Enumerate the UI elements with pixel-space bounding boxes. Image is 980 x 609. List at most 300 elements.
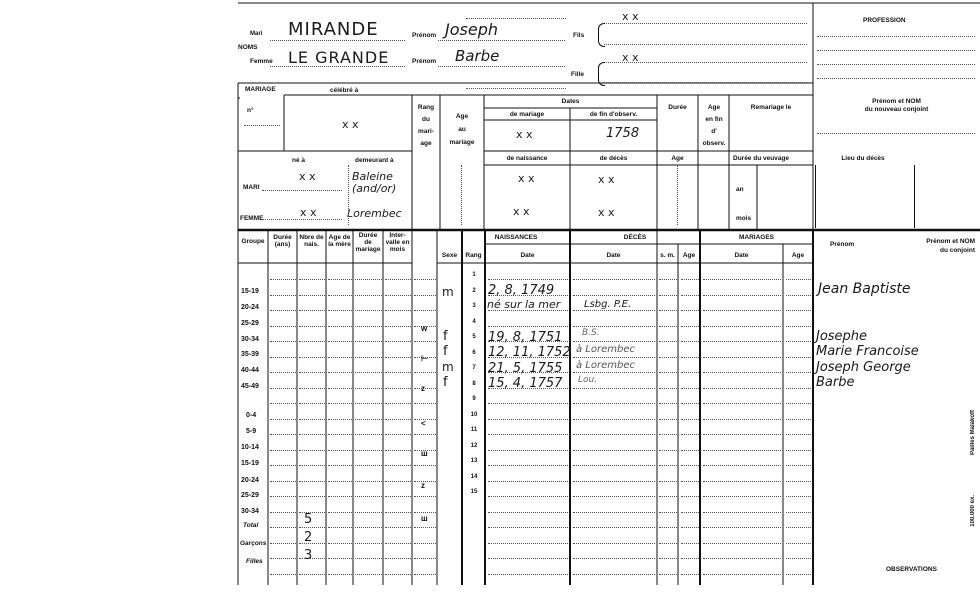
row-line bbox=[385, 543, 411, 544]
row-line bbox=[385, 558, 411, 559]
row-line bbox=[385, 326, 411, 327]
fils-line-1 bbox=[604, 23, 807, 24]
row-line bbox=[414, 574, 436, 575]
profession-line-1 bbox=[817, 36, 975, 37]
row-line bbox=[385, 527, 411, 528]
rang-header: Rang bbox=[465, 252, 482, 259]
mari-firstname-line bbox=[438, 40, 565, 41]
row-line bbox=[270, 279, 296, 280]
groupe-top-1: 20-24 bbox=[241, 304, 259, 311]
femme-firstname-line bbox=[438, 66, 565, 67]
row-line bbox=[385, 357, 411, 358]
row-line bbox=[681, 419, 699, 420]
observations-label: OBSERVATIONS bbox=[886, 566, 937, 573]
child-5-deces: B.S. bbox=[582, 328, 600, 338]
row-line bbox=[270, 558, 296, 559]
child-5-prenom: Josephe bbox=[816, 329, 868, 344]
groupe-bottom-3: 15-19 bbox=[241, 460, 259, 467]
row-line bbox=[659, 481, 677, 482]
row-line bbox=[414, 543, 436, 544]
deces-age-header: Age bbox=[682, 252, 696, 259]
row-line bbox=[270, 403, 296, 404]
child-6-prenom: Marie Francoise bbox=[816, 344, 919, 359]
rang-number-11: 11 bbox=[470, 427, 478, 433]
enfants-letter-0: w bbox=[421, 324, 428, 333]
row-line bbox=[703, 279, 781, 280]
mariage-date-header: Date bbox=[734, 252, 749, 259]
profession-line-2 bbox=[817, 50, 975, 51]
row-line bbox=[299, 279, 325, 280]
de-naissance-label: de naissance bbox=[506, 155, 548, 162]
filles-value: 3 bbox=[304, 548, 313, 563]
row-line bbox=[659, 403, 677, 404]
row-line bbox=[488, 326, 568, 327]
row-line bbox=[414, 403, 436, 404]
nbre-naiss-header: Nbre de nais. bbox=[299, 234, 324, 248]
row-line bbox=[385, 496, 411, 497]
row-line bbox=[385, 434, 411, 435]
groupe-header: Groupe bbox=[241, 238, 265, 245]
groupe-top-2: 25-29 bbox=[241, 320, 259, 327]
row-line bbox=[703, 341, 781, 342]
row-line bbox=[328, 574, 352, 575]
row-line bbox=[488, 512, 568, 513]
row-line bbox=[270, 450, 296, 451]
row-line bbox=[385, 481, 411, 482]
row-line bbox=[703, 450, 781, 451]
child-8-prenom: Barbe bbox=[816, 375, 855, 390]
femme-surname: LE GRANDE bbox=[288, 48, 390, 67]
row-line bbox=[681, 326, 699, 327]
mari-firstname: Joseph bbox=[445, 20, 498, 39]
lieu-deces-label: Lieu du décès bbox=[841, 155, 885, 162]
row-line bbox=[270, 326, 296, 327]
row-line bbox=[355, 295, 382, 296]
enfants-letter-5: z bbox=[421, 481, 425, 490]
row-line bbox=[703, 527, 781, 528]
femme-ne-a-value: x x bbox=[300, 206, 317, 219]
row-line bbox=[488, 481, 568, 482]
garcons-label: Garçons bbox=[240, 540, 267, 547]
copies-text: 100.000 ex. bbox=[970, 495, 976, 527]
demeurant-divider bbox=[348, 165, 350, 225]
profession-label: PROFESSION bbox=[863, 17, 906, 24]
row-line bbox=[328, 341, 352, 342]
row-line bbox=[414, 295, 436, 296]
child-8-deces: Lou. bbox=[578, 375, 598, 385]
sm-header: s. m. bbox=[660, 252, 675, 259]
femme-firstname: Barbe bbox=[455, 47, 500, 65]
lieu-deces-box bbox=[815, 165, 915, 228]
child-7-naissance: 21, 5, 1755 bbox=[488, 361, 563, 376]
row-line bbox=[355, 574, 382, 575]
profession-line-4 bbox=[817, 78, 975, 79]
row-line bbox=[573, 496, 655, 497]
row-line bbox=[299, 341, 325, 342]
nouveau-conjoint-line bbox=[817, 133, 975, 134]
row-line bbox=[573, 450, 655, 451]
rang-number-8: 8 bbox=[472, 380, 476, 387]
row-line bbox=[681, 496, 699, 497]
row-line bbox=[488, 543, 568, 544]
row-line bbox=[270, 310, 296, 311]
mariage-age-header: Age bbox=[791, 252, 805, 259]
fils-label: Fils bbox=[573, 32, 585, 39]
rang-number-14: 14 bbox=[470, 473, 478, 480]
age-fin-observ-label: Age en fin d' observ. bbox=[702, 104, 726, 147]
row-line bbox=[328, 310, 352, 311]
row-line bbox=[270, 512, 296, 513]
no-label: n° bbox=[247, 107, 254, 114]
row-line bbox=[573, 341, 655, 342]
row-line bbox=[703, 481, 781, 482]
row-line bbox=[786, 372, 811, 373]
groupe-bottom-1: 5-9 bbox=[246, 428, 257, 435]
row-line bbox=[385, 341, 411, 342]
row-line bbox=[573, 465, 655, 466]
row-line bbox=[573, 481, 655, 482]
row-line bbox=[659, 512, 677, 513]
row-line bbox=[488, 465, 568, 466]
row-line bbox=[488, 558, 568, 559]
row-line bbox=[414, 465, 436, 466]
row-line bbox=[659, 310, 677, 311]
row-line bbox=[573, 388, 655, 389]
row-line bbox=[299, 326, 325, 327]
fils-value: x x bbox=[622, 10, 639, 23]
row-line bbox=[355, 512, 382, 513]
row-line bbox=[786, 388, 811, 389]
row-line bbox=[355, 279, 382, 280]
row-line bbox=[270, 419, 296, 420]
row-line bbox=[270, 372, 296, 373]
row-line bbox=[681, 403, 699, 404]
nouveau-conjoint-label: Prénom et NOM du nouveau conjoint bbox=[864, 98, 929, 113]
row-line bbox=[355, 558, 382, 559]
row-line bbox=[573, 543, 655, 544]
row-line bbox=[414, 558, 436, 559]
row-line bbox=[270, 357, 296, 358]
row-line bbox=[786, 481, 811, 482]
naissances-header: NAISSANCES bbox=[494, 234, 538, 241]
row-line bbox=[659, 326, 677, 327]
row-line bbox=[328, 403, 352, 404]
row-line bbox=[270, 465, 296, 466]
row-line bbox=[270, 574, 296, 575]
row-line bbox=[573, 512, 655, 513]
row-line bbox=[299, 574, 325, 575]
row-line bbox=[355, 357, 382, 358]
row-line bbox=[299, 295, 325, 296]
child-7-sexe: m bbox=[442, 360, 454, 374]
rang-number-4: 4 bbox=[472, 318, 476, 325]
groupe-bottom-2: 10-14 bbox=[241, 444, 259, 451]
row-line bbox=[328, 434, 352, 435]
row-line bbox=[328, 527, 352, 528]
row-line bbox=[786, 574, 811, 575]
enfants-letter-4: ш bbox=[421, 449, 428, 458]
enfants-letter-6: ш bbox=[421, 514, 428, 523]
row-line bbox=[681, 295, 699, 296]
row-line bbox=[488, 419, 568, 420]
row-line bbox=[355, 481, 382, 482]
row-line bbox=[786, 450, 811, 451]
child-3-deces: Lsbg. P.E. bbox=[584, 299, 632, 310]
row-line bbox=[681, 372, 699, 373]
row-line bbox=[681, 279, 699, 280]
groupe-bottom-6: 30-34 bbox=[241, 508, 259, 515]
child-5-naissance: 19, 8, 1751 bbox=[488, 330, 563, 345]
mois-label: mois bbox=[736, 215, 752, 222]
child-3-naissance: né sur la mer bbox=[487, 298, 561, 311]
row-line bbox=[703, 543, 781, 544]
rang-number-5: 5 bbox=[472, 334, 476, 340]
row-line bbox=[385, 279, 411, 280]
groupe-top-3: 30-34 bbox=[241, 336, 259, 343]
an-label: an bbox=[736, 186, 744, 193]
rang-number-1: 1 bbox=[472, 272, 476, 278]
row-line bbox=[786, 512, 811, 513]
fille-line-1 bbox=[604, 62, 807, 63]
sexe-header: Sexe bbox=[441, 252, 458, 259]
row-line bbox=[659, 341, 677, 342]
row-line bbox=[703, 465, 781, 466]
row-line bbox=[659, 434, 677, 435]
row-line bbox=[355, 465, 382, 466]
row-line bbox=[414, 279, 436, 280]
child-8-naissance: 15, 4, 1757 bbox=[488, 376, 563, 391]
row-line bbox=[385, 465, 411, 466]
row-line bbox=[659, 388, 677, 389]
groupe-bottom-5: 25-29 bbox=[241, 492, 259, 499]
row-line bbox=[488, 527, 568, 528]
row-line bbox=[659, 465, 677, 466]
row-line bbox=[355, 419, 382, 420]
row-line bbox=[488, 279, 568, 280]
row-line bbox=[573, 574, 655, 575]
celebre-label: célébré à bbox=[330, 87, 359, 94]
row-line bbox=[414, 527, 436, 528]
femme-demeurant-value: Lorembec bbox=[347, 207, 402, 220]
row-line bbox=[573, 295, 655, 296]
row-line bbox=[299, 310, 325, 311]
row-line bbox=[270, 388, 296, 389]
age-deces-label: Age bbox=[671, 155, 684, 162]
row-line bbox=[414, 388, 436, 389]
rang-number-3: 3 bbox=[472, 303, 476, 309]
femme-naissance-value: x x bbox=[513, 205, 530, 218]
row-line bbox=[355, 496, 382, 497]
row-line bbox=[573, 279, 655, 280]
row-line bbox=[488, 496, 568, 497]
mari-surname-line bbox=[270, 40, 405, 41]
row-line bbox=[659, 558, 677, 559]
row-line bbox=[786, 558, 811, 559]
row-line bbox=[573, 326, 655, 327]
row-line bbox=[385, 295, 411, 296]
deces-header: DÉCÈS bbox=[623, 234, 647, 241]
femme-label: Femme bbox=[250, 58, 273, 65]
row-line bbox=[328, 512, 352, 513]
row-line bbox=[786, 543, 811, 544]
row-line bbox=[573, 434, 655, 435]
row-line bbox=[385, 372, 411, 373]
row-line bbox=[270, 543, 296, 544]
child-7-deces: à Lorembec bbox=[576, 360, 635, 371]
prenom-label-mari: Prénom bbox=[412, 32, 437, 39]
rang-number-10: 10 bbox=[470, 411, 478, 418]
femme-ne-a-line bbox=[262, 219, 342, 220]
de-deces-label: de décès bbox=[599, 155, 628, 162]
enfants-letter-3: < bbox=[421, 419, 426, 428]
row-line bbox=[681, 574, 699, 575]
row-line bbox=[299, 527, 325, 528]
row-line bbox=[681, 357, 699, 358]
groupe-bottom-4: 20-24 bbox=[241, 477, 259, 484]
child-8-sexe: f bbox=[443, 375, 448, 390]
rang-number-6: 6 bbox=[472, 349, 476, 356]
garcons-value: 2 bbox=[304, 530, 313, 545]
row-line bbox=[328, 326, 352, 327]
row-line bbox=[299, 403, 325, 404]
de-mariage-value: x x bbox=[516, 128, 533, 141]
femme-row-label: FEMME bbox=[240, 215, 264, 222]
mari-surname: MIRANDE bbox=[288, 19, 379, 40]
row-line bbox=[299, 388, 325, 389]
row-line bbox=[355, 326, 382, 327]
row-line bbox=[328, 279, 352, 280]
row-line bbox=[385, 512, 411, 513]
intervalle-header: Inter- valle en mois bbox=[385, 232, 410, 253]
row-line bbox=[573, 419, 655, 420]
row-line bbox=[414, 310, 436, 311]
de-fin-observ-label: de fin d'observ. bbox=[589, 111, 638, 118]
prenom-nom-conjoint-header: Prénom et NOM du conjoint bbox=[926, 238, 975, 254]
row-line bbox=[270, 295, 296, 296]
celebre-value: x x bbox=[342, 118, 359, 131]
prenom-label-femme: Prénom bbox=[412, 58, 437, 65]
row-line bbox=[355, 403, 382, 404]
row-line bbox=[385, 403, 411, 404]
row-line bbox=[786, 326, 811, 327]
row-line bbox=[786, 496, 811, 497]
duree-veuvage-label: Durée du veuvage bbox=[733, 155, 789, 162]
groupe-bottom-0: 0-4 bbox=[246, 412, 257, 419]
row-line bbox=[659, 295, 677, 296]
row-line bbox=[270, 481, 296, 482]
row-line bbox=[270, 496, 296, 497]
child-2-naissance: 2, 8, 1749 bbox=[488, 283, 555, 298]
row-line bbox=[355, 450, 382, 451]
row-line bbox=[681, 310, 699, 311]
row-line bbox=[703, 512, 781, 513]
row-line bbox=[681, 512, 699, 513]
row-line bbox=[355, 372, 382, 373]
fils-brace bbox=[598, 23, 605, 47]
rang-number-13: 13 bbox=[470, 458, 478, 464]
row-line bbox=[703, 403, 781, 404]
row-line bbox=[355, 434, 382, 435]
rang-number-2: 2 bbox=[472, 287, 476, 294]
total-value: 5 bbox=[304, 512, 313, 527]
age-divider bbox=[461, 165, 463, 225]
row-line bbox=[299, 465, 325, 466]
row-line bbox=[488, 434, 568, 435]
row-line bbox=[659, 279, 677, 280]
row-line bbox=[573, 372, 655, 373]
row-line bbox=[385, 574, 411, 575]
row-line bbox=[659, 527, 677, 528]
row-line bbox=[299, 450, 325, 451]
child-7-prenom: Joseph George bbox=[816, 360, 911, 375]
row-line bbox=[786, 279, 811, 280]
row-line bbox=[385, 419, 411, 420]
row-line bbox=[573, 558, 655, 559]
child-6-sexe: f bbox=[443, 344, 448, 359]
row-line bbox=[703, 388, 781, 389]
row-line bbox=[659, 450, 677, 451]
mari-label: Mari bbox=[250, 31, 263, 37]
rang-mariage-label: Rang du mari- age bbox=[417, 104, 435, 147]
child-6-deces: à Lorembec bbox=[576, 344, 635, 355]
row-line bbox=[703, 357, 781, 358]
row-line bbox=[414, 434, 436, 435]
age-mariage-label: Age au mariage bbox=[449, 113, 475, 146]
row-line bbox=[299, 434, 325, 435]
mari-row-label: MARI bbox=[243, 184, 260, 191]
enfants-letter-1: ⊢ bbox=[421, 354, 428, 363]
row-line bbox=[659, 574, 677, 575]
row-line bbox=[385, 310, 411, 311]
rang-number-15: 15 bbox=[470, 489, 478, 495]
row-line bbox=[270, 341, 296, 342]
no-line bbox=[244, 125, 280, 126]
ne-a-label: né à bbox=[292, 157, 306, 164]
header-dotted-top bbox=[466, 18, 566, 19]
row-line bbox=[786, 341, 811, 342]
row-line bbox=[414, 496, 436, 497]
row-line bbox=[328, 357, 352, 358]
header-dotted-bottom bbox=[466, 88, 566, 89]
de-mariage-label: de mariage bbox=[509, 111, 545, 118]
row-line bbox=[681, 481, 699, 482]
row-line bbox=[328, 496, 352, 497]
row-line bbox=[703, 434, 781, 435]
row-line bbox=[703, 419, 781, 420]
row-line bbox=[681, 527, 699, 528]
row-line bbox=[328, 388, 352, 389]
row-line bbox=[270, 434, 296, 435]
duree-ans-header: Durée (ans) bbox=[273, 234, 292, 248]
row-line bbox=[299, 496, 325, 497]
row-line bbox=[681, 558, 699, 559]
row-line bbox=[573, 403, 655, 404]
mariage-label: MARIAGE bbox=[245, 86, 276, 93]
fille-brace bbox=[598, 62, 605, 86]
row-line bbox=[703, 496, 781, 497]
row-line bbox=[703, 310, 781, 311]
row-line bbox=[659, 496, 677, 497]
groupe-top-0: 15-19 bbox=[241, 288, 259, 295]
row-line bbox=[355, 388, 382, 389]
rang-number-9: 9 bbox=[472, 396, 476, 402]
child-2-sexe: m bbox=[442, 285, 454, 299]
de-fin-observ-value: 1758 bbox=[606, 126, 640, 141]
row-line bbox=[414, 341, 436, 342]
row-line bbox=[681, 465, 699, 466]
row-line bbox=[414, 372, 436, 373]
row-line bbox=[385, 388, 411, 389]
